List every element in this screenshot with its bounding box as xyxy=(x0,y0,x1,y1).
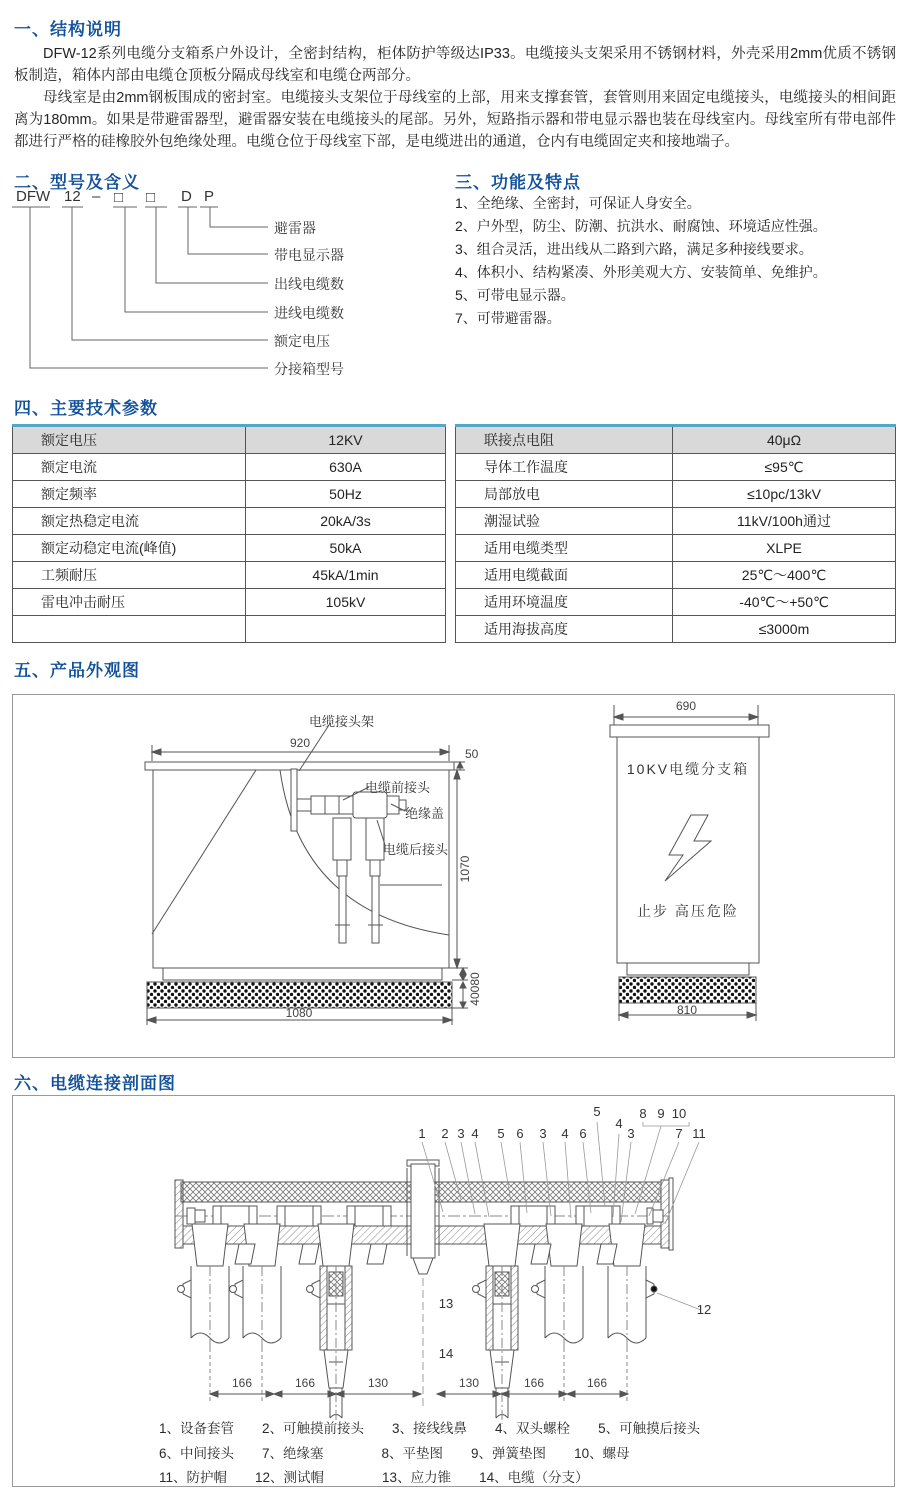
model-label-box-type: 分接箱型号 xyxy=(274,361,344,377)
table-row: 适用电缆类型 XLPE xyxy=(456,535,896,562)
callout-3b: 3 xyxy=(539,1126,547,1141)
rear-joint-label: 电缆后接头 xyxy=(383,842,449,857)
dim-166-3: 166 xyxy=(523,1376,545,1390)
table-row xyxy=(13,616,446,643)
callout-1: 1 xyxy=(418,1126,426,1141)
callout-3: 3 xyxy=(457,1126,465,1141)
callout-top-4: 4 xyxy=(615,1116,623,1131)
table-row: 额定电流 630A xyxy=(13,454,446,481)
callout-14: 14 xyxy=(438,1346,454,1361)
table-row: 局部放电 ≤10pc/13kV xyxy=(456,481,896,508)
front-view-bracket-label: 电缆接头架 xyxy=(309,714,375,729)
model-part-d: D xyxy=(181,188,192,205)
section3-title: 三、功能及特点 xyxy=(455,173,581,192)
model-part-box2: □ xyxy=(146,189,156,206)
legend-item: 2、可触摸前接头 xyxy=(262,1421,365,1436)
table-row: 适用环境温度 -40℃～+50℃ xyxy=(456,589,896,616)
dim-166-1: 166 xyxy=(231,1376,253,1390)
section1-paragraph-1: DFW-12系列电缆分支箱系户外设计，全密封结构，柜体防护等级达IP33。电缆接头支架采用不锈钢材料，外壳采用2mm优质不锈钢板制造，箱体内部由电缆仓顶板分隔成母线室和电缆仓两部分。 xyxy=(14,46,896,84)
front-joint-label: 电缆前接头 xyxy=(365,780,431,795)
legend-item: 14、电缆（分支） xyxy=(479,1470,589,1485)
table-row: 适用电缆截面 25℃～400℃ xyxy=(456,562,896,589)
table-row: 雷电冲击耐压 105kV xyxy=(13,589,446,616)
dim-166-2: 166 xyxy=(294,1376,316,1390)
table-row: 联接点电阻 40μΩ xyxy=(456,426,896,454)
table-row: 额定电压 12KV xyxy=(13,426,446,454)
legend-item: 1、设备套管 xyxy=(159,1421,235,1436)
legend-row-2 xyxy=(159,1442,658,1462)
model-part-voltage: 12 xyxy=(64,188,81,205)
legend-item: 7、绝缘塞 xyxy=(262,1446,324,1461)
legend-item: 9、弹簧垫图 xyxy=(471,1446,547,1461)
legend-item: 11、防护帽 xyxy=(159,1470,228,1485)
legend-item: 4、双头螺栓 xyxy=(495,1421,571,1436)
dim-920: 920 xyxy=(289,736,311,750)
legend-row-3 xyxy=(159,1466,617,1486)
callout-4b: 4 xyxy=(561,1126,569,1141)
legend-item: 6、中间接头 xyxy=(159,1446,235,1461)
callout-5: 5 xyxy=(497,1126,505,1141)
table-row: 工频耐压 45kA/1min xyxy=(13,562,446,589)
dim-810: 810 xyxy=(676,1003,698,1017)
feature-item: 7、可带避雷器。 xyxy=(455,310,561,326)
feature-item: 5、可带电显示器。 xyxy=(455,287,575,303)
model-part-box1: □ xyxy=(114,189,124,206)
dim-130-1: 130 xyxy=(367,1376,389,1390)
callout-top-3: 3 xyxy=(627,1126,635,1141)
feature-item: 4、体积小、结构紧凑、外形美观大方、安装简单、免维护。 xyxy=(455,264,827,280)
callout-12: 12 xyxy=(696,1302,712,1317)
callout-13: 13 xyxy=(438,1296,454,1311)
table-row: 导体工作温度 ≤95℃ xyxy=(456,454,896,481)
cross-section-box xyxy=(12,1095,895,1487)
parameters-table-right xyxy=(455,424,896,643)
model-part-p: P xyxy=(204,188,215,205)
table-row: 额定热稳定电流 20kA/3s xyxy=(13,508,446,535)
cabinet-nameplate: 10KV电缆分支箱 xyxy=(626,761,750,777)
section1-paragraph-2: 母线室是由2mm钢板围成的密封室。电缆接头支架位于母线室的上部，用来支撑套管，套管则用来固定电缆接头，电缆接头的相间距离为180mm。如果是带避雷器型，避雷器安装在电缆接头的尾部。另外，短路指示器和带电显示器也装在母线室内。母线室所有带电部件都进行严格的硅橡胶外包绝缘处理。电缆仓位于母线室下部，是电缆进出的通道，仓内有电缆固定夹和接地端子。 xyxy=(14,90,896,150)
callout-9: 9 xyxy=(657,1106,665,1121)
dim-1080: 1080 xyxy=(285,1006,313,1020)
dim-166-4: 166 xyxy=(586,1376,608,1390)
dim-130-2: 130 xyxy=(458,1376,480,1390)
model-label-live-display: 带电显示器 xyxy=(274,247,344,263)
legend-item: 12、测试帽 xyxy=(255,1470,325,1485)
insulation-cover-label: 绝缘盖 xyxy=(405,806,445,821)
dim-1070: 1070 xyxy=(458,855,472,883)
model-tree-linework xyxy=(10,205,280,377)
section6-title: 六、电缆连接剖面图 xyxy=(14,1074,176,1093)
table-row: 适用海拔高度 ≤3000m xyxy=(456,616,896,643)
legend-item: 5、可触摸后接头 xyxy=(598,1421,701,1436)
callout-2: 2 xyxy=(441,1126,449,1141)
legend-item: 3、接线线鼻 xyxy=(392,1421,468,1436)
model-label-voltage: 额定电压 xyxy=(274,333,330,349)
feature-list xyxy=(455,192,900,330)
feature-item: 3、组合灵活，进出线从二路到六路，满足多种接线要求。 xyxy=(455,241,813,257)
section5-title: 五、产品外观图 xyxy=(14,661,140,680)
model-label-incoming: 进线电缆数 xyxy=(274,305,344,321)
feature-item: 2、户外型，防尘、防潮、抗洪水、耐腐蚀、环境适应性强。 xyxy=(455,218,827,234)
model-label-outgoing: 出线电缆数 xyxy=(274,276,344,292)
feature-item: 1、全绝缘、全密封，可保证人身安全。 xyxy=(455,195,701,211)
parameters-table-left xyxy=(12,424,446,643)
section4-title: 四、主要技术参数 xyxy=(14,399,158,418)
table-row: 潮湿试验 11kV/100h通过 xyxy=(456,508,896,535)
callout-7: 7 xyxy=(675,1126,683,1141)
table-row: 额定动稳定电流(峰值) 50kA xyxy=(13,535,446,562)
appearance-drawing-box xyxy=(12,694,895,1058)
model-part-dash: – xyxy=(92,188,101,205)
section2-title: 二、型号及含义 xyxy=(14,173,140,192)
callout-10: 10 xyxy=(671,1106,687,1121)
legend-item: 10、螺母 xyxy=(574,1446,630,1461)
legend-item: 13、应力锥 xyxy=(382,1470,452,1485)
dim-690: 690 xyxy=(675,699,697,713)
model-label-arrester: 避雷器 xyxy=(274,220,316,236)
appearance-linework xyxy=(13,695,894,1057)
legend-item: 8、平垫图 xyxy=(381,1446,444,1461)
dim-50: 50 xyxy=(465,747,479,761)
callout-6: 6 xyxy=(516,1126,524,1141)
callout-top-5: 5 xyxy=(593,1104,601,1119)
warning-text: 止步 高压危险 xyxy=(637,903,739,919)
model-part-dfw: DFW xyxy=(16,188,51,205)
callout-11: 11 xyxy=(692,1126,706,1141)
legend-row-1 xyxy=(159,1417,728,1437)
callout-6b: 6 xyxy=(579,1126,587,1141)
callout-4: 4 xyxy=(471,1126,479,1141)
table-row: 额定频率 50Hz xyxy=(13,481,446,508)
callout-8: 8 xyxy=(639,1106,647,1121)
dim-400-80: 40080 xyxy=(468,972,482,1006)
section1-title: 一、结构说明 xyxy=(14,20,122,39)
